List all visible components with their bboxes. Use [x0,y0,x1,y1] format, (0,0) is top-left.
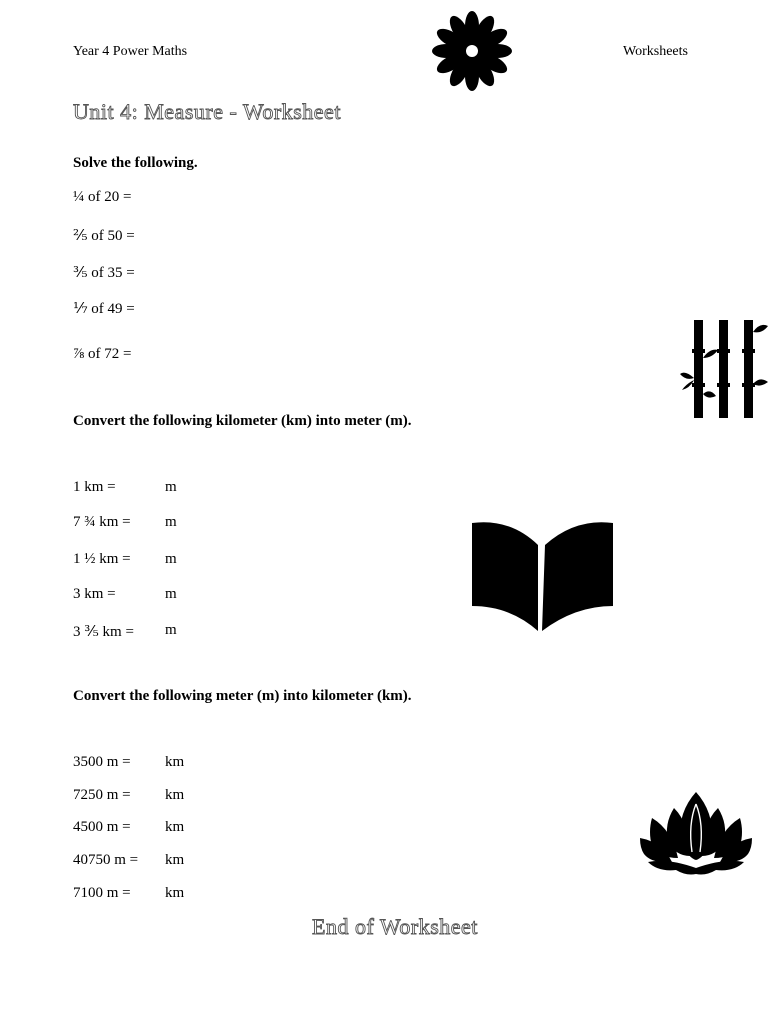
question-fraction-2: ⅖ of 50 = [73,228,135,244]
m-answer-unit-4: km [165,852,185,868]
m-answer-unit-2: km [165,787,185,803]
question-fraction-1: ¼ of 20 = [73,189,132,205]
question-fraction-3: ⅗ of 35 = [73,265,135,281]
km-question-2: 7 ¾ km = [73,514,131,530]
km-answer-unit-1: m [165,479,177,495]
footer-text: End of Worksheet [312,914,478,939]
m-answer-unit-1: km [165,754,185,770]
m-answer-unit-5: km [165,885,185,901]
km-question-1: 1 km = [73,479,116,495]
m-question-3: 4500 m = [73,819,131,835]
m-answer-unit-3: km [165,819,185,835]
m-question-2: 7250 m = [73,787,131,803]
m-question-1: 3500 m = [73,754,131,770]
flower-icon [430,10,514,92]
km-question-5: 3 ⅗ km = [73,624,134,640]
question-fraction-4: ⅐ of 49 = [73,301,135,317]
km-answer-unit-4: m [165,586,177,602]
page-title: Unit 4: Measure - Worksheet [73,99,341,124]
km-answer-unit-2: m [165,514,177,530]
bamboo-icon [680,318,768,420]
m-question-4: 40750 m = [73,852,139,868]
header-right-text: Worksheets [623,44,688,59]
km-answer-unit-5: m [165,622,177,638]
header-left-text: Year 4 Power Maths [73,44,188,59]
section1-heading: Solve the following. [73,155,198,171]
question-fraction-5: ⅞ of 72 = [73,346,132,362]
m-question-5: 7100 m = [73,885,131,901]
lotus-icon [638,790,754,876]
km-question-3: 1 ½ km = [73,551,131,567]
section2-heading: Convert the following kilometer (km) into meter (m). [73,413,412,429]
section3-heading: Convert the following meter (m) into kilometer (km). [73,688,412,704]
km-question-4: 3 km = [73,586,116,602]
open-book-icon [470,520,615,632]
km-answer-unit-3: m [165,551,177,567]
